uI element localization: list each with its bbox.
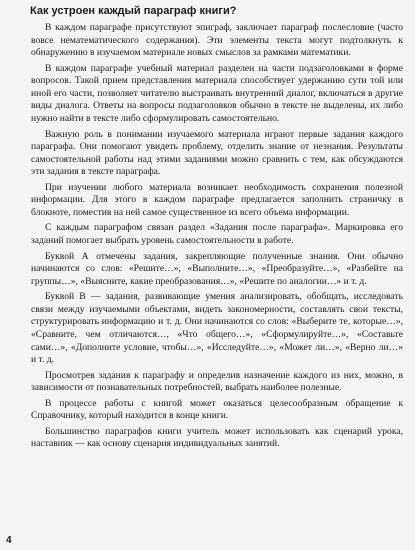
page-number: 4: [6, 535, 12, 546]
paragraph-choose-tasks: Просмотрев задания к параграфу и определив назначение каждого из них, можно, в зависимости от познавательных потребностей, выбрать наиболее полезные.: [31, 369, 403, 394]
body-text: [31, 22, 403, 454]
paragraph-reference: В процессе работы с книгой может оказаться целесообразным обращение к Справочнику, который находится в конце книги.: [31, 397, 403, 422]
paragraph-letter-a: Буквой А отмечены задания, закрепляющие полученные знания. Они обычно начинаются со слов: «Решите…», «Выполните…», «Преобразуйте…», «Разбейте на группы…», «Выясните, какие преобразования…», «Решите по аналогии…» и т. д.: [31, 250, 403, 287]
paragraph-letter-b: Буквой В — задания, развивающие умения анализировать, обобщать, исследовать связи между изучаемыми объектами, видеть закономерности, составлять свои тексты, структурировать информацию и т. д. Они начинаются со слов: «Выберите те, которые…», «Сравните, чем отличаются…, «Что общего…», «Сформулируйте…», «Составьте сами…», «Дополните условие, чтобы…», «Исследуйте…», «Может ли…», «Верно ли…» и т. д.: [31, 291, 403, 366]
paragraph-notebook: При изучении любого материала возникает необходимость сохранения полезной информации. Для этого в каждом параграфе предлагается заполнить страничку в блокноте, поместив на ней самое существенное из всего объема информации.: [31, 181, 403, 218]
paragraph-first-tasks: Важную роль в понимании изучаемого материала играют первые задания каждого параграфа. Они помогают увидеть проблему, отделить знание от незнания. Результаты самостоятельной работы над этими заданиями можно сравнить с тем, как обсуждаются эти задания в тексте параграфа.: [31, 128, 403, 178]
paragraph-epigraph: В каждом параграфе присутствуют эпиграф, заключает параграф послесловие (часто вовсе нематематического содержания). Эти элементы текста могут подтолкнуть к обнаружению в изучаемом материале новых смыслов за рамками математики.: [31, 22, 403, 59]
paragraph-tasks-section: С каждым параграфом связан раздел «Задания после параграфа». Маркировка его заданий помогает выбрать уровень самостоятельности в работе.: [31, 222, 403, 247]
section-heading: Как устроен каждый параграф книги?: [30, 5, 237, 17]
paragraph-subheadings: В каждом параграфе учебный материал разделен на части подзаголовками в форме вопросов. Такой прием представления материала способствует удержанию сути той или иной его части, позволяет читателю выстраивать внутренний диалог, включаться в другие виды диалога. Ответы на вопросы подзаголовков обычно в тексте не выделены, их либо нужно найти в тексте либо сформулировать самостоятельно.: [31, 62, 403, 125]
paragraph-teacher: Большинство параграфов книги учитель может использовать как сценарий урока, наставник — как основу сценария индивидуальных занятий.: [31, 425, 403, 450]
